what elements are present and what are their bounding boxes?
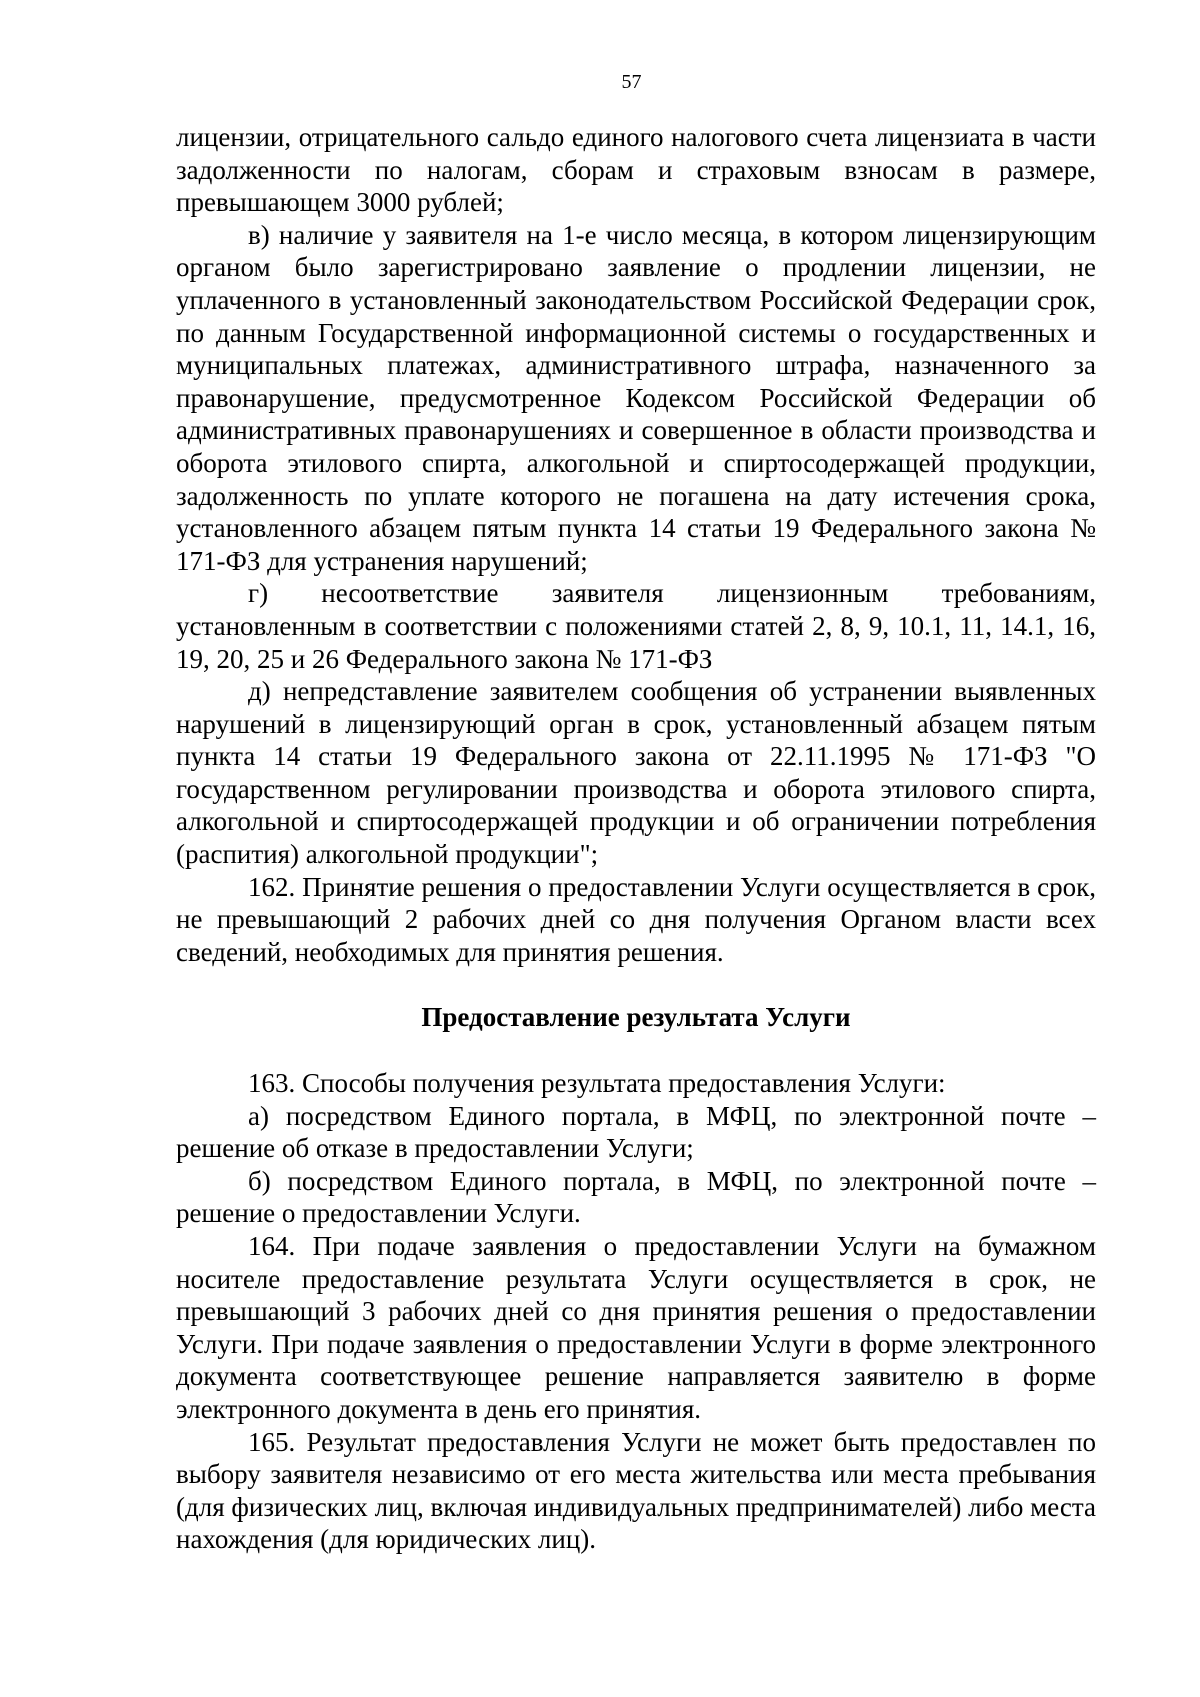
section-heading: Предоставление результата Услуги [421,1002,851,1033]
page-number: 57 [621,71,642,93]
paragraph-continuation: лицензии, отрицательного сальдо единого налогового счета лицензиата в части задолженности по налогам, сборам и страховым взносам в размере, превышающем 3000 рублей; [176,122,1096,218]
paragraph-164: 164. При подаче заявления о предоставлении Услуги на бумажном носителе предоставление результата Услуги осуществляется в срок, не превышающий 3 рабочих дней со дня принятия решения о предоставлении Услуги. При подаче заявления о предоставлении Услуги в форме электронного документа соответствующее решение направляется заявителю в форме электронного документа в день его принятия. [176,1231,1096,1424]
paragraph-item-v: в) наличие у заявителя на 1-е число месяца, в котором лицензирующим органом было зарегистрировано заявление о продлении лицензии, не уплаченного в установленный законодательством Российской Федерации срок, по данным Государственной информационной системы о государственных и муниципальных платежах, административного штрафа, назначенного за правонарушение, предусмотренное Кодексом Российской Федерации об административных правонарушениях и совершенное в области производства и оборота этилового спирта, алкогольной и спиртосодержащей продукции, задолженность по уплате которого не погашена на дату истечения срока, установленного абзацем пятым пункта 14 статьи 19 Федерального закона № 171-ФЗ для устранения нарушений; [176,219,1096,576]
paragraph-165: 165. Результат предоставления Услуги не может быть предоставлен по выбору заявителя независимо от его места жительства или места пребывания (для физических лиц, включая индивидуальных предпринимателей) либо места нахождения (для юридических лиц). [176,1426,1096,1555]
paragraph-item-b: б) посредством Единого портала, в МФЦ, по электронной почте – решение о предоставлении Услуги. [176,1165,1096,1229]
paragraph-item-a: а) посредством Единого портала, в МФЦ, по электронной почте – решение об отказе в предоставлении Услуги; [176,1100,1096,1164]
paragraph-163: 163. Способы получения результата предоставления Услуги: [248,1068,946,1099]
paragraph-item-g: г) несоответствие заявителя лицензионным требованиям, установленным в соответствии с положениями статей 2, 8, 9, 10.1, 11, 14.1, 16, 19, 20, 25 и 26 Федерального закона № 171-ФЗ [176,578,1096,674]
document-body [176,121,1096,1556]
paragraph-item-d: д) непредставление заявителем сообщения об устранении выявленных нарушений в лицензирующий орган в срок, установленный абзацем пятым пункта 14 статьи 19 Федерального закона от 22.11.1995 № 171-ФЗ "О государственном регулировании производства и оборота этилового спирта, алкогольной и спиртосодержащей продукции и об ограничении потребления (распития) алкогольной продукции"; [176,676,1096,870]
paragraph-162: 162. Принятие решения о предоставлении Услуги осуществляется в срок, не превышающий 2 рабочих дней со дня получения Органом власти всех сведений, необходимых для принятия решения. [176,871,1096,967]
